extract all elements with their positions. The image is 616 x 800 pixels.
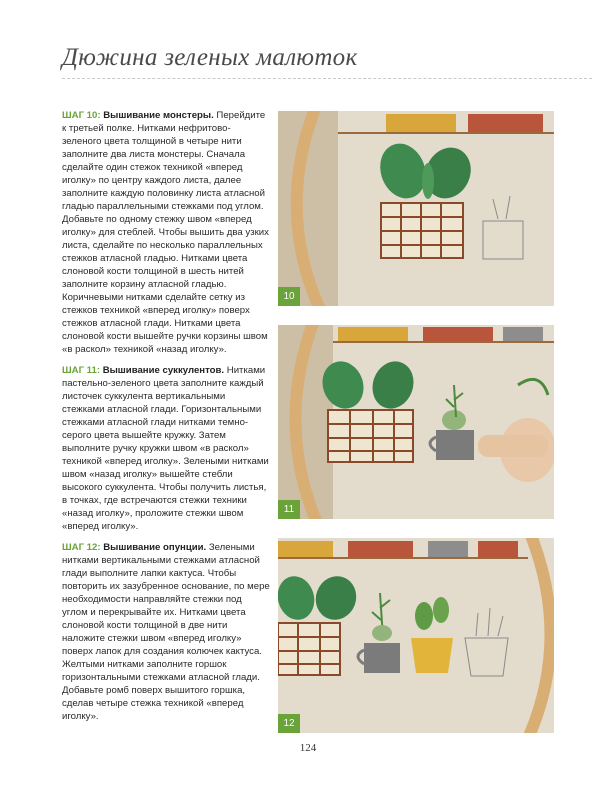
photo-number-badge: 12 [278,714,300,733]
chapter-title: Дюжина зеленых малюток [62,44,358,71]
step-title: Вышивание опунции. [103,542,207,553]
photo-step-10 [278,111,554,306]
step-number: ШАГ 10: [62,110,101,121]
photo-number-badge: 10 [278,287,300,306]
photo-number-badge: 11 [278,500,300,519]
step-number: ШАГ 11: [62,365,101,376]
step-text: Зелеными нитками вертикальными стежками атласной глади выполните лапки кактуса. Чтобы повторить их зазубренное основание, по мере необходимости направляйте стежки под углом и перекрывайте их. Нитками цвета слоновой кости толщиной в две нити наложите стежки швом «вперед иголку» поверх лапок для создания колючек кактуса. Желтыми нитками заполните горшок горизонтальными стежками атласной глади. Добавьте ромб поверх вышитого горшка, сделав четыре стежка техникой «вперед иголку». [62,542,270,722]
step-12 [62,541,270,723]
step-title: Вышивание суккулентов. [102,365,225,376]
embroidery-photo-11 [278,325,554,519]
step-10 [62,109,270,356]
instructions-column [62,109,270,731]
embroidery-photo-10 [278,111,554,306]
step-text: Перейдите к третьей полке. Нитками нефритово-зеленого цвета толщиной в четыре нити заполните два листа монстеры. Сначала сделайте один стежок техникой «вперед иголку» по центру каждого листа, далее заполните каждую половинку листа атласной гладью параллельными стежками под углом. Добавьте по одному стежку швом «вперед иголку» для стеблей. Чтобы вышить два узких листа, сделайте по несколько параллельных стежков атласной гладью. Нитками цвета слоновой кости толщиной в шесть нитей заполните корзину атласной гладью. Коричневыми нитками сделайте сетку из стежков техникой «вперед иголку» поверх стежков атласной глади. Нитками цвета слоновой кости вышейте ручки корзины швом «в раскол» техникой «назад иголку». [62,110,269,355]
photo-step-12 [278,538,554,733]
photo-step-11 [278,325,554,519]
header-divider [62,78,592,79]
step-number: ШАГ 12: [62,542,101,553]
step-text: Нитками пастельно-зеленого цвета заполните каждый листочек суккулента вертикальными стежками атласной глади. Горизонтальными стежками атласной глади нитками темно-серого цвета вышейте кружку. Затем выполните ручку кружки швом «в раскол» техникой «вперед иголку». Зелеными нитками швом «назад иголку» вышейте стебли высокого суккулента. Чтобы получить листья, в точках, где встречаются стежки техники «назад иголку», проложите стежки швом «вперед иголку». [62,365,269,532]
embroidery-photo-12 [278,538,554,733]
step-title: Вышивание монстеры. [103,110,214,121]
page-number: 124 [299,742,317,754]
step-11 [62,364,270,533]
